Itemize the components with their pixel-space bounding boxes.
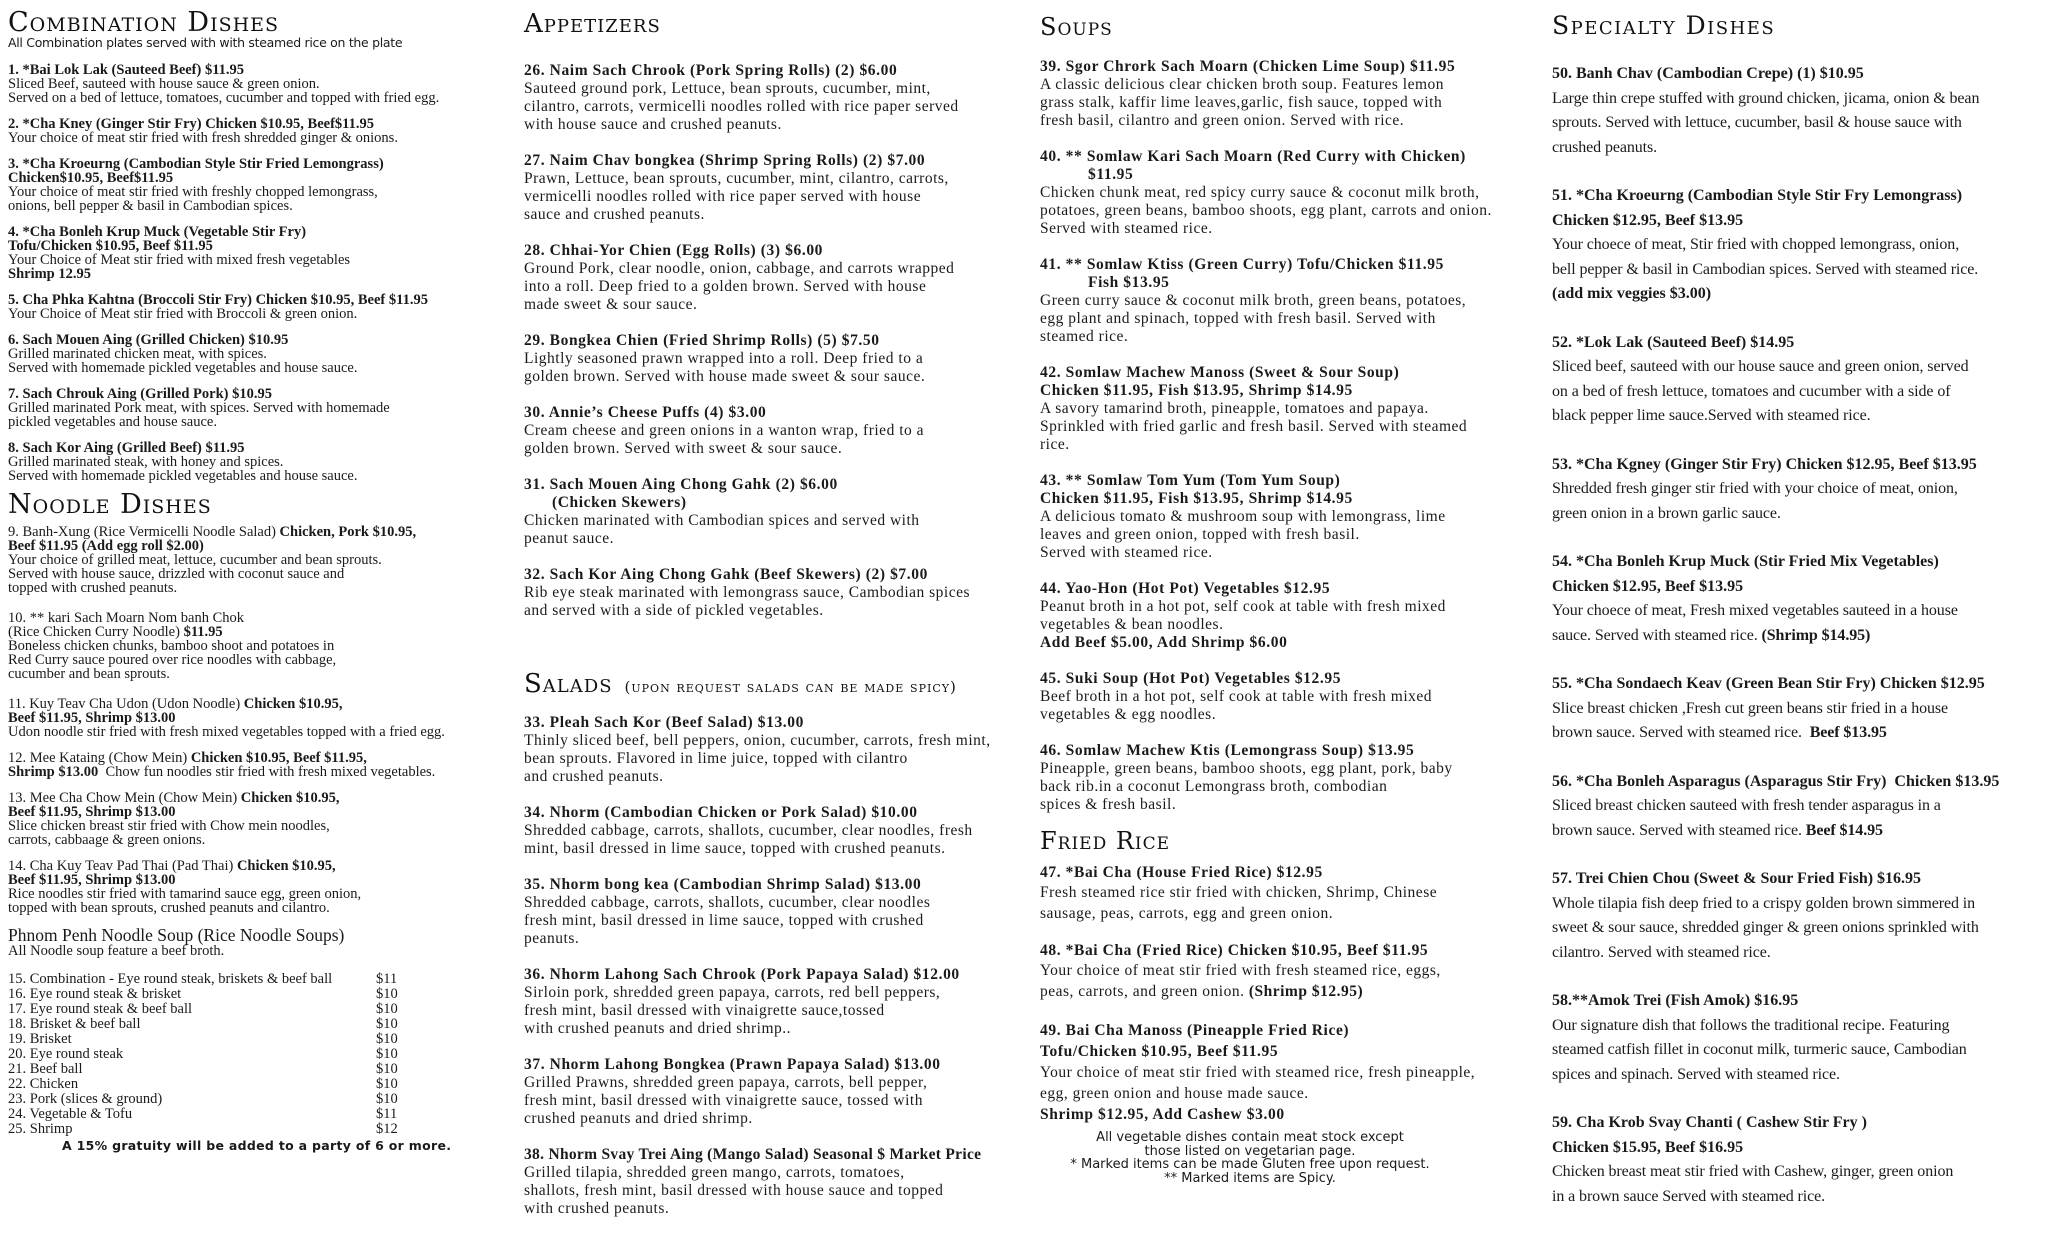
menu-item [8,117,508,145]
item-name: 9. Banh-Xung (Rice Vermicelli Noodle Salad) [8,524,280,540]
menu-item [8,333,508,375]
menu-item [524,1146,1034,1218]
menu-item [1552,62,2046,160]
item-desc: brown sauce. Served with steamed rice. [1552,821,1806,839]
pho-row [8,1077,508,1092]
pho-list [8,972,508,1137]
item-desc: crushed peanuts and dried shrimp. [524,1110,753,1127]
item-desc: Beef broth in a hot pot, self cook at table with fresh mixed [1040,688,1433,705]
item-desc: Rib eye steak marinated with lemongrass sauce, Cambodian spices [524,584,971,601]
item-title: 35. Nhorm bong kea (Cambodian Shrimp Salad) $13.00 [524,876,922,893]
item-title: 44. Yao-Hon (Hot Pot) Vegetables $12.95 [1040,580,1331,597]
menu-item [8,225,508,281]
item-desc: mint, basil dressed in lime sauce, topped with crushed peanuts. [524,840,946,857]
menu-item [1040,670,1545,724]
item-extra: Add Beef $5.00, Add Shrimp $6.00 [1040,634,1288,651]
pho-price: $11 [376,1106,398,1122]
item-price: Beef $11.95, Shrimp $13.00 [8,710,176,726]
footnote: * Marked items can be made Gluten free upon request. [1070,1157,1430,1172]
item-desc: A classic delicious clear chicken broth soup. Features lemon [1040,76,1445,93]
item-title: 27. Naim Chav bongkea (Shrimp Spring Rolls) (2) $7.00 [524,152,926,169]
pho-row [8,1047,508,1062]
appetizers-title: Appetizers [524,9,661,39]
menu-item [1552,770,2046,844]
item-desc: black pepper lime sauce.Served with steamed rice. [1552,407,1871,424]
item-price: Chicken $10.95, [240,790,340,806]
item-price: Tofu/Chicken $10.95, Beef $11.95 [8,238,213,254]
footnote: All vegetable dishes contain meat stock except [1096,1130,1404,1145]
item-desc: cilantro. Served with steamed rice. [1552,943,1771,961]
pho-row [8,1032,508,1047]
item-desc: Green curry sauce & coconut milk broth, green beans, potatoes, [1040,292,1467,309]
item-desc: Your choice of meat stir fried with freshly chopped lemongrass, [8,184,378,200]
item-desc: Your choece of meat, Fresh mixed vegetables sauteed in a house [1552,602,1958,619]
menu-item [1040,742,1545,814]
item-desc: shallots, fresh mint, basil dressed with house sauce and topped [524,1182,944,1199]
item-desc: carrots, cabbaage & green onions. [8,832,206,848]
item-name: 13. Mee Cha Chow Mein (Chow Mein) [8,790,241,806]
footnote: ** Marked items are Spicy. [1164,1170,1336,1186]
item-desc: potatoes, green beans, bamboo shoots, egg plant, carrots and onion. [1040,202,1492,219]
menu-item [524,1056,1034,1128]
combination-subtitle: All Combination plates served with with steamed rice on the plate [8,35,403,50]
item-desc: egg plant and spinach, topped with fresh basil. Served with [1040,310,1436,327]
item-price: Fish $13.95 [1088,274,1170,291]
item-title: 57. Trei Chien Chou (Sweet & Sour Fried Fish) $16.95 [1552,870,1922,887]
menu-item [1040,148,1545,238]
item-desc: Shredded cabbage, carrots, shallots, cucumber, clear noodles [524,894,931,911]
pho-row [8,1122,508,1137]
item-desc: and served with a side of pickled vegetables. [524,602,824,619]
menu-item [8,525,508,595]
item-title: 6. Sach Mouen Aing (Grilled Chicken) $10.95 [8,332,289,348]
item-desc: Shredded fresh ginger stir fried with your choice of meat, onion, [1552,480,1958,497]
item-desc: fresh mint, basil dressed with vinaigrette sauce, tossed with [524,1092,923,1109]
item-desc: vegetables & bean noodles. [1040,616,1224,633]
menu-item [8,611,508,681]
pho-price: $12 [376,1121,398,1137]
item-desc: and crushed peanuts. [524,768,664,785]
item-desc: A delicious tomato & mushroom soup with lemongrass, lime [1040,508,1446,525]
item-desc: Your Choice of Meat stir fried with Broccoli & green onion. [8,306,358,322]
item-price: Chicken $12.95, Beef $13.95 [1552,577,1744,595]
item-desc: sprouts. Served with lettuce, cucumber, basil & house sauce with [1552,114,1962,131]
item-desc: made sweet & sour sauce. [524,296,698,313]
menu-item [524,332,1034,386]
item-desc: Sliced beef, sauteed with our house sauce and green onion, served [1552,358,1969,375]
item-desc: Pineapple, green beans, bamboo shoots, egg plant, pork, baby [1040,760,1453,777]
menu-item [1040,1020,1545,1125]
item-title: 3. *Cha Kroeurng (Cambodian Style Stir Fried Lemongrass) [8,156,384,172]
item-desc: peanut sauce. [524,530,614,547]
pho-title: Phnom Penh Noodle Soup (Rice Noodle Soups) [8,925,345,945]
item-title: 34. Nhorm (Cambodian Chicken or Pork Salad) $10.00 [524,804,918,821]
pho-price: $10 [376,1031,398,1047]
item-price: Shrimp $13.00 [8,764,99,780]
item-desc: spices and spinach. Served with steamed rice. [1552,1065,1840,1083]
item-desc: Served on a bed of lettuce, tomatoes, cucumber and topped with fried egg. [8,90,440,106]
menu-item [524,804,1034,858]
item-desc: golden brown. Served with sweet & sour sauce. [524,440,843,457]
item-title: 2. *Cha Kney (Ginger Stir Fry) Chicken $10.95, Beef$11.95 [8,116,374,132]
item-desc: Whole tilapia fish deep fried to a crispy golden brown simmered in [1552,894,1976,912]
item-desc: fresh basil, cilantro and green onion. Served with rice. [1040,112,1405,129]
item-desc: Peanut broth in a hot pot, self cook at table with fresh mixed [1040,598,1446,615]
pho-row [8,1002,508,1017]
item-title: 50. Banh Chav (Cambodian Crepe) (1) $10.95 [1552,65,1864,82]
item-price: Chicken $11.95, Fish $13.95, Shrimp $14.95 [1040,490,1353,507]
item-title: 26. Naim Sach Chrook (Pork Spring Rolls) (2) $6.00 [524,62,898,79]
item-desc: Served with homemade pickled vegetables and house sauce. [8,360,358,376]
item-name: 14. Cha Kuy Teav Pad Thai (Pad Thai) [8,858,237,874]
item-desc: peas, carrots, and green onion. [1040,983,1249,1000]
item-desc: Ground Pork, clear noodle, onion, cabbage, and carrots wrapped [524,260,955,277]
item-desc: topped with bean sprouts, crushed peanuts and cilantro. [8,900,330,916]
menu-item [1040,364,1545,454]
item-desc: Sliced breast chicken sauteed with fresh tender asparagus in a [1552,797,1941,814]
item-desc: Red Curry sauce poured over rice noodles with cabbage, [8,652,337,668]
pho-price: $10 [376,1061,398,1077]
item-desc: with house sauce and crushed peanuts. [524,116,782,133]
pho-price: $11 [376,971,398,987]
item-desc: Rice noodles stir fried with tamarind sauce egg, green onion, [8,886,362,902]
menu-item [1040,864,1545,924]
menu-item [8,697,508,739]
item-desc: sauce. Served with steamed rice. [1552,626,1762,644]
item-desc: with crushed peanuts and dried shrimp.. [524,1020,792,1037]
menu-item [8,791,508,847]
item-desc: steamed catfish fillet in coconut milk, turmeric sauce, Cambodian [1552,1041,1967,1058]
item-desc: Cream cheese and green onions in a wanton wrap, fried to a [524,422,925,439]
menu-item [8,441,508,483]
item-desc: rice. [1040,436,1070,453]
item-desc: Your choice of meat stir fried with steamed rice, fresh pineapple, [1040,1064,1476,1081]
menu-item [1040,472,1545,562]
item-desc: spices & fresh basil. [1040,796,1177,813]
item-title: 7. Sach Chrouk Aing (Grilled Pork) $10.95 [8,386,272,402]
salads-title: Salads [524,669,613,699]
pho-name: 17. Eye round steak & beef ball [8,1001,193,1017]
item-title: 45. Suki Soup (Hot Pot) Vegetables $12.95 [1040,670,1342,687]
item-desc: Sirloin pork, shredded green papaya, carrots, red bell peppers, [524,984,941,1001]
column-specialty [1552,0,2046,1209]
item-title: 48. *Bai Cha (Fried Rice) Chicken $10.95, Beef $11.95 [1040,942,1429,959]
pho-name: 23. Pork (slices & ground) [8,1091,163,1107]
item-title: 46. Somlaw Machew Ktis (Lemongrass Soup) $13.95 [1040,742,1415,759]
item-desc: Shredded cabbage, carrots, shallots, cucumber, clear noodles, fresh [524,822,973,839]
menu-item [1552,1111,2046,1209]
item-title: 4. *Cha Bonleh Krup Muck (Vegetable Stir Fry) [8,224,307,240]
item-subtitle: (Chicken Skewers) [552,494,687,511]
item-desc: vermicelli noodles rolled with rice paper served with house [524,188,922,205]
item-desc: cucumber and bean sprouts. [8,666,170,682]
item-price: Chicken $10.95, Beef $11.95, [190,750,367,766]
menu-item [524,566,1034,620]
menu-item [1552,867,2046,965]
item-price: Beef $11.95, Shrimp $13.00 [8,804,176,820]
item-price: $11.95 [183,624,223,640]
item-desc: peanuts. [524,930,580,947]
menu-item [1040,256,1545,346]
menu-item [524,404,1034,458]
noodle-title: Noodle Dishes [8,489,212,520]
item-desc: Served with steamed rice. [1040,544,1213,561]
item-title: 59. Cha Krob Svay Chanti ( Cashew Stir Fry ) [1552,1114,1867,1131]
item-desc: Chow fun noodles stir fried with fresh mixed vegetables. [98,764,436,780]
item-desc: Sauteed ground pork, Lettuce, bean sprouts, cucumber, mint, [524,80,931,97]
item-desc: sauce and crushed peanuts. [524,206,705,223]
menu-item [1552,672,2046,746]
item-desc: Grilled marinated steak, with honey and spices. [8,454,284,470]
pho-price: $10 [376,1016,398,1032]
item-desc: grass stalk, kaffir lime leaves,garlic, fish sauce, topped with [1040,94,1443,111]
pho-row [8,972,508,987]
item-price: Chicken $11.95, Fish $13.95, Shrimp $14.95 [1040,382,1353,399]
column-combination-noodle [8,0,508,1153]
item-desc: golden brown. Served with house made sweet & sour sauce. [524,368,926,385]
salads-header [524,670,1034,702]
item-desc: Grilled tilapia, shredded green mango, carrots, tomatoes, [524,1164,905,1181]
item-desc: steamed rice. [1040,328,1129,345]
menu-item [8,157,508,213]
soups-title: Soups [1040,13,1113,41]
menu-item [1040,942,1545,1002]
item-price: Chicken$10.95, Beef$11.95 [8,170,174,186]
pho-name: 24. Vegetable & Tofu [8,1106,133,1122]
item-title: 52. *Lok Lak (Sauteed Beef) $14.95 [1552,333,1795,351]
item-name: 10. ** kari Sach Moarn Nom banh Chok [8,610,244,626]
item-title: 47. *Bai Cha (House Fried Rice) $12.95 [1040,864,1323,881]
item-desc: Served with steamed rice. [1040,220,1213,237]
item-title: 33. Pleah Sach Kor (Beef Salad) $13.00 [524,714,804,731]
item-title: 30. Annie’s Cheese Puffs (4) $3.00 [524,404,767,421]
item-desc: Prawn, Lettuce, bean sprouts, cucumber, mint, cilantro, carrots, [524,170,949,187]
column-appetizers-salads [524,0,1034,1218]
item-desc: sausage, peas, carrots, egg and green onion. [1040,905,1334,922]
menu-item [1040,580,1545,652]
salads-note: (upon request salads can be made spicy) [624,678,957,696]
item-price: $11.95 [1088,166,1134,183]
menu-item [1552,989,2046,1087]
menu-item [524,476,1034,548]
menu-item [8,859,508,915]
menu-item [8,63,508,105]
item-title: 49. Bai Cha Manoss (Pineapple Fried Rice) [1040,1022,1350,1039]
item-title: 5. Cha Phka Kahtna (Broccoli Stir Fry) Chicken $10.95, Beef $11.95 [8,292,428,308]
item-price: Beef $13.95 [1809,724,1887,741]
pho-row [8,1092,508,1107]
menu-item [8,751,508,779]
item-title: 56. *Cha Bonleh Asparagus (Asparagus Stir Fry) Chicken $13.95 [1552,772,2000,790]
item-extra: Shrimp 12.95 [8,266,91,282]
item-price: Beef $11.95, Shrimp $13.00 [8,872,176,888]
item-title: 37. Nhorm Lahong Bongkea (Prawn Papaya Salad) $13.00 [524,1056,941,1073]
fried-rice-title: Fried Rice [1040,827,1171,855]
pho-name: 22. Chicken [8,1076,79,1092]
item-title: 40. ** Somlaw Kari Sach Moarn (Red Curry with Chicken) [1040,148,1466,165]
pho-name: 20. Eye round steak [8,1046,124,1062]
item-price: Beef $14.95 [1805,821,1883,839]
item-extra: (add mix veggies $3.00) [1552,285,1712,302]
item-title: 38. Nhorm Svay Trei Aing (Mango Salad) Seasonal $ Market Price [524,1146,982,1163]
item-desc: into a roll. Deep fried to a golden brown. Served with house [524,278,927,295]
item-desc: bell pepper & basil in Cambodian spices. Served with steamed rice. [1552,260,1979,278]
menu-item [524,62,1034,134]
item-desc: Grilled marinated Pork meat, with spices. Served with homemade [8,400,390,416]
pho-row [8,1062,508,1077]
pho-price: $10 [376,986,398,1002]
pho-row [8,1017,508,1032]
item-desc: Served with house sauce, drizzled with coconut sauce and [8,566,345,582]
pho-name: 18. Brisket & beef ball [8,1016,141,1032]
item-desc: back rib.in a coconut Lemongrass broth, combodian [1040,778,1388,795]
pho-name: 16. Eye round steak & brisket [8,986,182,1002]
item-desc: green onion in a brown garlic sauce. [1552,504,1781,522]
menu-item [524,242,1034,314]
item-price: Beef $11.95 (Add egg roll $2.00) [8,538,204,554]
item-title: 39. Sgor Chrork Sach Moarn (Chicken Lime Soup) $11.95 [1040,58,1456,75]
pho-name: 19. Brisket [8,1031,72,1047]
item-desc: with crushed peanuts. [524,1200,670,1217]
item-name: (Rice Chicken Curry Noodle) [8,624,184,640]
item-title: 32. Sach Kor Aing Chong Gahk (Beef Skewers) (2) $7.00 [524,566,928,583]
item-title: 1. *Bai Lok Lak (Sauteed Beef) $11.95 [8,62,245,78]
item-desc: Grilled Prawns, shredded green papaya, carrots, bell pepper, [524,1074,928,1091]
menu-item [1552,550,2046,648]
item-price: Chicken $15.95, Beef $16.95 [1552,1138,1744,1156]
item-desc: in a brown sauce Served with steamed rice. [1552,1187,1826,1205]
item-desc: Grilled marinated chicken meat, with spices. [8,346,267,362]
item-price: Chicken, Pork $10.95, [279,524,417,540]
item-desc: sweet & sour sauce, shredded ginger & green onions sprinkled with [1552,919,1979,936]
pho-row [8,987,508,1002]
pho-name: 25. Shrimp [8,1121,73,1137]
gratuity-note: A 15% gratuity will be added to a party of 6 or more. [62,1138,452,1153]
item-desc: onions, bell pepper & basil in Cambodian spices. [8,198,293,214]
item-title: 58.**Amok Trei (Fish Amok) $16.95 [1552,992,1799,1009]
item-desc: Lightly seasoned prawn wrapped into a roll. Deep fried to a [524,350,924,367]
item-title: 8. Sach Kor Aing (Grilled Beef) $11.95 [8,440,245,456]
footnote: those listed on vegetarian page. [1144,1143,1356,1159]
item-desc: topped with crushed peanuts. [8,580,178,596]
column-soups-fried-rice [1040,0,1545,1185]
item-title: 31. Sach Mouen Aing Chong Gahk (2) $6.00 [524,476,838,493]
item-desc: fresh mint, basil dressed with vinaigrette sauce,tossed [524,1002,885,1019]
item-desc: brown sauce. Served with steamed rice. [1552,724,1810,741]
item-price: (Shrimp $12.95) [1248,983,1364,1000]
item-desc: Served with homemade pickled vegetables and house sauce. [8,468,358,484]
item-desc: bean sprouts. Flavored in lime juice, topped with cilantro [524,750,908,767]
menu-item [524,876,1034,948]
menu-item [1552,331,2046,429]
specialty-title: Specialty Dishes [1552,11,1776,40]
item-desc: Slice chicken breast stir fried with Chow mein noodles, [8,818,330,834]
item-desc: crushed peanuts. [1552,138,1658,156]
pho-price: $10 [376,1046,398,1062]
menu-item [1552,453,2046,527]
item-desc: leaves and green onion, topped with fresh basil. [1040,526,1360,543]
item-title: 28. Chhai-Yor Chien (Egg Rolls) (3) $6.00 [524,242,824,259]
item-desc: Our signature dish that follows the traditional recipe. Featuring [1552,1016,1950,1034]
item-desc: Your choice of meat stir fried with fresh shredded ginger & onions. [8,130,398,146]
pho-price: $10 [376,1076,398,1092]
item-desc: Sprinkled with fried garlic and fresh basil. Served with steamed [1040,418,1468,435]
item-title: 53. *Cha Kgney (Ginger Stir Fry) Chicken $12.95, Beef $13.95 [1552,455,1977,473]
item-desc: Slice breast chicken ,Fresh cut green beans stir fried in a house [1552,699,1949,717]
item-price: Chicken $10.95, [243,696,343,712]
item-title: 43. ** Somlaw Tom Yum (Tom Yum Soup) [1040,472,1341,489]
menu-item [8,387,508,429]
menu-item [524,966,1034,1038]
item-desc: Your choece of meat, Stir fried with chopped lemongrass, onion, [1552,236,1960,253]
item-desc: Sliced Beef, sauteed with house sauce & green onion. [8,76,320,92]
item-desc: vegetables & egg noodles. [1040,706,1217,723]
pho-name: 21. Beef ball [8,1061,83,1077]
item-desc: Large thin crepe stuffed with ground chicken, jicama, onion & bean [1552,89,1980,107]
menu-item [524,714,1034,786]
item-desc: Chicken chunk meat, red spicy curry sauce & coconut milk broth, [1040,184,1480,201]
item-price: Chicken $10.95, [236,858,336,874]
pho-row [8,1107,508,1122]
pho-name: 15. Combination - Eye round steak, briskets & beef ball [8,971,333,987]
item-title: 42. Somlaw Machew Manoss (Sweet & Sour Soup) [1040,364,1400,381]
pho-price: $10 [376,1091,398,1107]
item-desc: cilantro, carrots, vermicelli noodles rolled with rice paper served [524,98,959,115]
item-title: 36. Nhorm Lahong Sach Chrook (Pork Papaya Salad) $12.00 [524,966,960,983]
item-desc: egg, green onion and house made sauce. [1040,1085,1309,1102]
pho-price: $10 [376,1001,398,1017]
item-title: 54. *Cha Bonleh Krup Muck (Stir Fried Mix Vegetables) [1552,553,1939,570]
combination-title: Combination Dishes [8,7,280,38]
menu-item [8,293,508,321]
menu-item [524,152,1034,224]
item-desc: pickled vegetables and house sauce. [8,414,217,430]
item-desc: Thinly sliced beef, bell peppers, onion, cucumber, carrots, fresh mint, [524,732,991,749]
item-desc: Boneless chicken chunks, bamboo shoot and potatoes in [8,638,335,654]
item-desc: fresh mint, basil dressed in lime sauce, topped with crushed [524,912,924,929]
item-price: Tofu/Chicken $10.95, Beef $11.95 [1040,1043,1279,1060]
item-title: 41. ** Somlaw Ktiss (Green Curry) Tofu/Chicken $11.95 [1040,256,1444,273]
item-extra: Shrimp $12.95, Add Cashew $3.00 [1040,1106,1285,1123]
item-desc: Your choice of grilled meat, lettuce, cucumber and bean sprouts. [8,552,382,568]
item-desc: Udon noodle stir fried with fresh mixed vegetables topped with a fried egg. [8,724,445,740]
item-desc: Chicken marinated with Cambodian spices and served with [524,512,920,529]
item-title: 55. *Cha Sondaech Keav (Green Bean Stir Fry) Chicken $12.95 [1552,675,1985,692]
item-desc: Fresh steamed rice stir fried with chicken, Shrimp, Chinese [1040,884,1438,901]
item-desc: Chicken breast meat stir fried with Cashew, ginger, green onion [1552,1163,1954,1180]
item-price: (Shrimp $14.95) [1761,626,1871,644]
item-title: 51. *Cha Kroeurng (Cambodian Style Stir Fry Lemongrass) [1552,187,1963,204]
footnotes [1040,1131,1460,1185]
pho-subtitle: All Noodle soup feature a beef broth. [8,943,225,959]
menu-item [1040,58,1545,130]
menu-item [1552,184,2046,307]
item-desc: Your choice of meat stir fried with fresh steamed rice, eggs, [1040,962,1441,979]
item-name: 11. Kuy Teav Cha Udon (Udon Noodle) [8,696,244,712]
item-price: Chicken $12.95, Beef $13.95 [1552,211,1744,229]
item-desc: Your Choice of Meat stir fried with mixed fresh vegetables [8,252,351,268]
item-desc: on a bed of fresh lettuce, tomatoes and cucumber with a side of [1552,382,1951,400]
item-title: 29. Bongkea Chien (Fried Shrimp Rolls) (5) $7.50 [524,332,880,349]
item-desc: A savory tamarind broth, pineapple, tomatoes and papaya. [1040,400,1429,417]
item-name: 12. Mee Kataing (Chow Mein) [8,750,191,766]
